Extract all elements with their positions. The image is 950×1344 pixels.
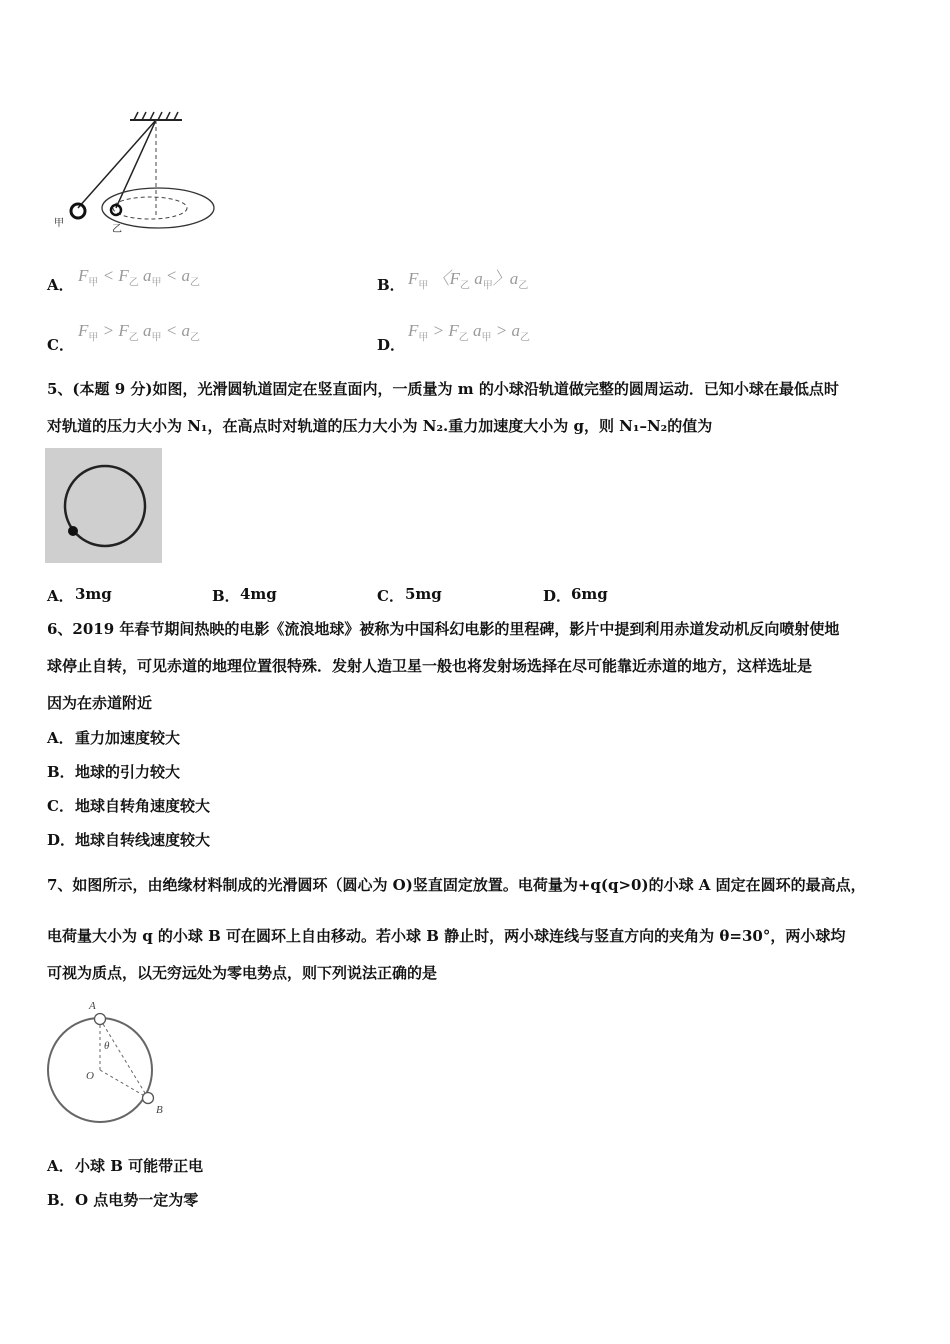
label-a: A [89, 1000, 96, 1012]
q7-stem-line3: 可视为质点，以无穷远处为零电势点，则下列说法正确的是 [47, 964, 438, 982]
q6-option-b-text: 地球的引力较大 [75, 763, 181, 781]
circular-track-photo [45, 448, 162, 563]
q4-option-a-label: A． [47, 276, 74, 294]
q4-option-c-label: C． [47, 336, 74, 354]
q7-option-b-text: O 点电势一定为零 [75, 1191, 199, 1209]
q6-stem-line2: 球停止自转，可见赤道的地理位置很特殊．发射人造卫星一般也将发射场选择在尽可能靠近赤道的地方，这样选址是 [47, 657, 813, 675]
q5-stem-line2: 对轨道的压力大小为 N₁，在高点时对轨道的压力大小为 N₂.重力加速度大小为 g，则 N₁–N₂的值为 [47, 417, 713, 435]
q6-option-b-label: B． [47, 763, 75, 781]
q7-stem-line2: 电荷量大小为 q 的小球 B 可在圆环上自由移动。若小球 B 静止时，两小球连线与竖直方向的夹角为 θ=30°，两小球均 [47, 927, 846, 945]
q4-option-d-formula: $F_甲 > F_乙$ $a_甲 > a_乙$ [408, 321, 530, 344]
q6-stem-line1: 6、2019 年春节期间热映的电影《流浪地球》被称为中国科幻电影的里程碑，影片中提到利用赤道发动机反向喷射使地 [47, 620, 840, 638]
label-yi: 乙 [112, 224, 122, 235]
label-b: B [156, 1104, 163, 1116]
q5-stem-line1: 5、(本题 9 分)如图，光滑圆轨道固定在竖直面内，一质量为 m 的小球沿轨道做完整的圆周运动．已知小球在最低点时 [47, 380, 839, 398]
q4-option-d-label: D． [377, 336, 406, 354]
label-jia: 甲 [54, 218, 64, 229]
q6-option-c-label: C． [47, 797, 74, 815]
q7-option-a-text: 小球 B 可能带正电 [75, 1157, 204, 1175]
ring-charges-figure [40, 995, 170, 1127]
q5-option-b-label: B． [212, 587, 240, 605]
q5-option-a-text: 3mg [75, 585, 112, 603]
q5-option-a-label: A． [47, 587, 74, 605]
q6-option-d-text: 地球自转线速度较大 [75, 831, 211, 849]
q5-option-d-text: 6mg [571, 585, 608, 603]
q4-option-c-formula: $F_甲 > F_乙$ $a_甲 < a_乙$ [78, 321, 200, 344]
q5-option-b-text: 4mg [240, 585, 277, 603]
q7-option-a-label: A． [47, 1157, 74, 1175]
label-o: O [86, 1070, 94, 1082]
q5-option-d-label: D． [543, 587, 572, 605]
conical-pendulum-figure [50, 108, 230, 248]
q4-option-b-label: B． [377, 276, 405, 294]
q4-option-a-formula: $F_甲 < F_乙$ $a_甲 < a_乙$ [78, 266, 200, 289]
q5-option-c-label: C． [377, 587, 404, 605]
q6-option-c-text: 地球自转角速度较大 [75, 797, 211, 815]
q6-option-a-label: A． [47, 729, 74, 747]
q7-option-b-label: B． [47, 1191, 75, 1209]
q7-stem-line1: 7、如图所示，由绝缘材料制成的光滑圆环（圆心为 O)竖直固定放置。电荷量为+q(q>0)的小球 A 固定在圆环的最高点， [47, 876, 866, 894]
q6-option-d-label: D． [47, 831, 76, 849]
label-theta: θ [104, 1040, 110, 1052]
q5-option-c-text: 5mg [405, 585, 442, 603]
q6-stem-line3: 因为在赤道附近 [47, 694, 153, 712]
q4-option-b-formula: $F_甲$ 〈$F_乙$ $a_甲$〉$a_乙$ [408, 269, 529, 292]
q6-option-a-text: 重力加速度较大 [75, 729, 181, 747]
